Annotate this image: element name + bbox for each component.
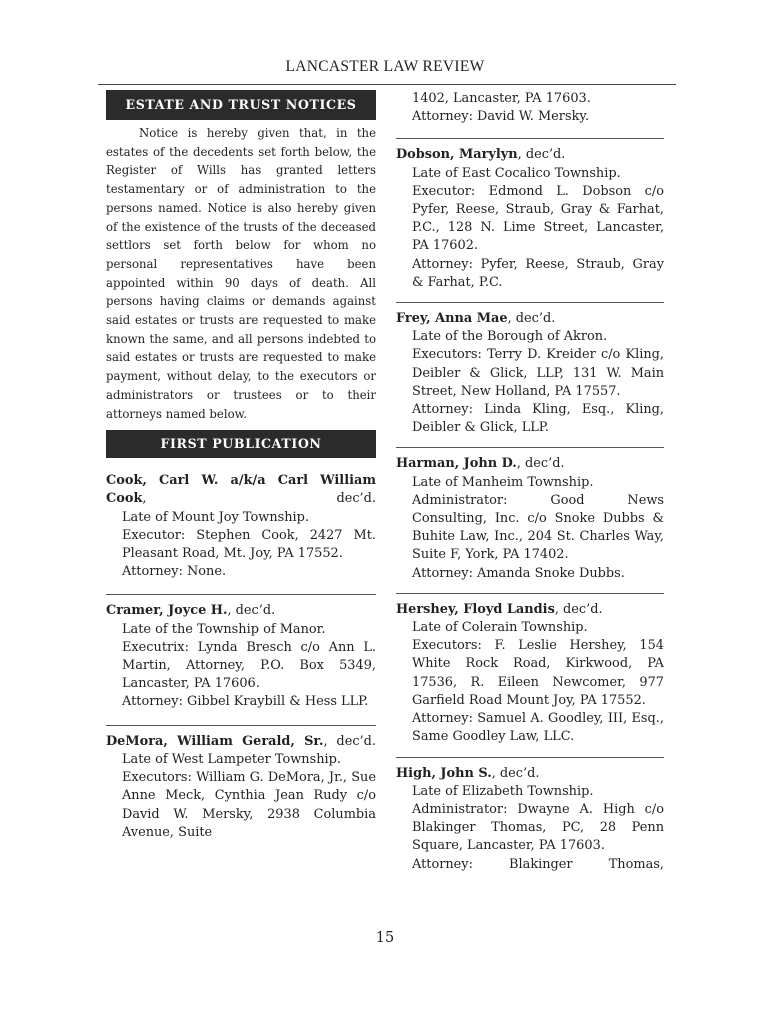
header-rule — [98, 84, 676, 85]
decedent-suffix: , dec’d. — [507, 311, 556, 327]
running-head: LANCASTER LAW REVIEW — [285, 58, 485, 75]
estate-entry — [396, 455, 664, 582]
attorney-line: Attorney: Linda Kling, Esq., Kling, Deibler & Glick, LLP. — [412, 402, 664, 436]
section-title-banner: ESTATE AND TRUST NOTICES — [106, 90, 376, 120]
notice-intro-text: Notice is hereby given that, in the estates of the decedents set forth below, the Register of Wills has granted letters testamentary or of administration to the persons named. Notice is also hereby given of the existence of the trusts of the deceased settlors set forth below for whom no personal representatives have been appointed within 90 days of death. All persons having claims or demands against said estates or trusts are requested to make known the same, and all persons indebted to said estates or trusts are requested to make payment, without delay, to the executors or administrators or trustees or to their attorneys named below. — [106, 126, 376, 421]
entry-divider — [396, 302, 664, 303]
decedent-heading — [106, 602, 376, 620]
decedent-suffix: , dec’d. — [142, 491, 376, 507]
decedent-heading — [396, 601, 664, 619]
administrator-line: Administrator: Dwayne A. High c/o Blakinger Thomas, PC, 28 Penn Square, Lancaster, PA 17603. — [412, 801, 664, 854]
attorney-line: Attorney: David W. Mersky. — [412, 109, 590, 125]
page-number: 15 — [375, 930, 395, 946]
administrator-line: Administrator: Good News Consulting, Inc. c/o Snoke Dubbs & Buhite Law, Inc., 204 St. Charles Way, Suite F, York, PA 17402. — [412, 492, 664, 563]
executor-line: Executors: William G. DeMora, Jr., Sue Anne Meck, Cynthia Jean Rudy c/o David W. Mersky, 2938 Columbia Avenue, Suite — [122, 770, 376, 840]
decedent-name: Dobson, Marylyn — [396, 147, 518, 163]
entry-divider — [396, 593, 664, 594]
continued-entry — [396, 90, 664, 126]
decedent-suffix: , dec’d. — [491, 765, 540, 781]
estate-entry — [106, 472, 376, 581]
executor-line: Executor: Stephen Cook, 2427 Mt. Pleasant Road, Mt. Joy, PA 17552. — [122, 527, 376, 562]
residence-line: Late of the Township of Manor. — [122, 621, 326, 637]
entry-divider — [396, 447, 664, 448]
residence-line: Late of East Cocalico Township. — [412, 165, 621, 181]
residence-line: Late of West Lampeter Township. — [122, 751, 342, 767]
decedent-heading — [396, 310, 664, 328]
estate-entry — [396, 146, 664, 292]
decedent-suffix: , dec’d. — [554, 601, 603, 617]
decedent-name: Harman, John D. — [396, 456, 517, 472]
publication-heading: FIRST PUBLICATION — [106, 430, 376, 458]
decedent-heading — [396, 765, 664, 783]
decedent-suffix: , dec’d. — [516, 456, 565, 472]
attorney-line: Attorney: None. — [122, 564, 227, 580]
entry-divider — [106, 594, 376, 595]
executor-line: Executors: Terry D. Kreider c/o Kling, Deibler & Glick, LLP, 131 W. Main Street, New Holland, PA 17557. — [412, 347, 664, 399]
estate-entry — [106, 602, 376, 711]
estate-entry — [106, 733, 376, 842]
residence-line: Late of Elizabeth Township. — [412, 783, 594, 799]
residence-line: Late of Colerain Township. — [412, 620, 588, 636]
residence-line: Late of Manheim Township. — [412, 474, 594, 490]
decedent-suffix: , dec’d. — [517, 147, 566, 163]
decedent-heading — [106, 733, 376, 751]
decedent-name: Cramer, Joyce H. — [106, 603, 228, 619]
decedent-heading — [396, 146, 664, 164]
right-column — [396, 90, 664, 874]
executor-line: Executor: Edmond L. Dobson c/o Pyfer, Reese, Straub, Gray & Farhat, P.C., 128 N. Lime Street, Lancaster, PA 17602. — [412, 183, 664, 254]
decedent-suffix: , dec’d. — [227, 603, 276, 619]
attorney-line: Attorney: Amanda Snoke Dubbs. — [412, 565, 625, 581]
estate-entry — [396, 765, 664, 874]
attorney-line: Attorney: Blakinger Thomas, — [412, 856, 664, 872]
entry-divider — [106, 725, 376, 726]
residence-line: Late of Mount Joy Township. — [122, 509, 310, 525]
executor-line: Executors: F. Leslie Hershey, 154 White Rock Road, Kirkwood, PA 17536, R. Eileen Newcomer, 977 Garfield Road Mount Joy, PA 17552. — [412, 638, 664, 708]
entry-divider — [396, 757, 664, 758]
residence-line: Late of the Borough of Akron. — [412, 329, 608, 345]
decedent-heading — [396, 455, 664, 473]
notice-intro — [106, 124, 376, 423]
decedent-name: Hershey, Floyd Landis — [396, 601, 555, 617]
decedent-suffix: , dec’d. — [323, 733, 376, 749]
decedent-name: Cook, Carl W. a/k/a Carl William Cook — [106, 473, 376, 507]
decedent-heading — [106, 472, 376, 508]
left-column — [106, 90, 376, 842]
attorney-line: Attorney: Gibbel Kraybill & Hess LLP. — [122, 694, 369, 710]
executor-line: Executrix: Lynda Bresch c/o Ann L. Martin, Attorney, P.O. Box 5349, Lancaster, PA 17606. — [122, 639, 376, 692]
decedent-name: DeMora, William Gerald, Sr. — [106, 733, 324, 749]
continued-line: 1402, Lancaster, PA 17603. — [412, 91, 591, 106]
estate-entry — [396, 601, 664, 747]
attorney-line: Attorney: Pyfer, Reese, Straub, Gray & Farhat, P.C. — [412, 256, 664, 290]
entry-divider — [396, 138, 664, 139]
attorney-line: Attorney: Samuel A. Goodley, III, Esq., Same Goodley Law, LLC. — [412, 711, 664, 745]
decedent-name: High, John S. — [396, 765, 492, 781]
decedent-name: Frey, Anna Mae — [396, 311, 508, 327]
estate-entry — [396, 310, 664, 437]
